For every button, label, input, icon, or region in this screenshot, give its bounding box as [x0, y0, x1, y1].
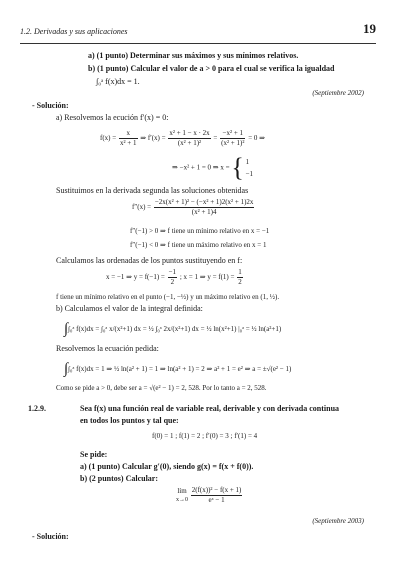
eq1-frac-3: $\frac{\text{−x² + 1}}{\text{(x² + 1)²}}$: [221, 129, 245, 147]
problem-conditions: f(0) = 1 ; f(1) = 2 ; f′(0) = 3 ; f′(1) = 4: [152, 432, 258, 440]
integral-computation: ∫∫₀ᵃ f(x)dx = ∫₀ᵃ x/(x²+1) dx = ½ ∫₀ᵃ 2x/(x²+1) dx = ½ ln(x²+1) |₀ᵃ = ½ ln(a²+1): [64, 321, 282, 337]
eq1-mid: ⇒ f′(x) =: [140, 134, 166, 143]
solution-2-label: - Solución:: [32, 532, 69, 541]
running-head: 1.2. Derivadas y sus aplicaciones: [20, 27, 128, 36]
problem-statement-1: Sea f(x) una función real de variable real, derivable y con derivada continua: [80, 404, 340, 413]
eq1-lhs: f(x) =: [100, 134, 117, 143]
final-answer: Como se pide a > 0, debe ser a = √(e² − 1) = 2, 528. Por lo tanto a = 2, 528.: [56, 384, 267, 392]
problem-date: (Septiembre 2003): [312, 517, 364, 525]
page-number: 19: [363, 21, 376, 36]
derivative-equation: [100, 129, 265, 148]
problem-part-b: b) (2 puntos) Calcular:: [80, 474, 159, 483]
integral-sign-icon: ∫: [64, 321, 69, 337]
cases-brace: {: [231, 153, 244, 182]
part-a-intro: a) Resolvemos la ecución f′(x) = 0:: [56, 113, 169, 122]
eq1-tail: = 0 ⇒: [248, 134, 266, 143]
eq1-frac-1: $\frac{x}{\text{x² + 1}}$: [119, 129, 137, 147]
limit-expression: lím x→0 $\frac{\text{2(f(x))² − f(x + 1)}}{\text{eˣ − 1}}$: [176, 486, 242, 504]
minimum-line: f″(−1) > 0 ⇒ f tiene un mínimo relativo en x = −1: [130, 227, 270, 235]
prev-date: (Septiembre 2002): [312, 89, 364, 97]
part-b-intro: b) Calculamos el valor de la integral definida:: [56, 304, 203, 313]
cases: 1 −1: [245, 158, 254, 178]
substitution-text: Sustituimos en la derivada segunda las soluciones obtenidas: [56, 186, 249, 195]
prev-part-a: a) (1 punto) Determinar sus máximos y sus mínimos relativos.: [88, 51, 299, 60]
problem-part-a: a) (1 punto) Calcular g′(0), siendo g(x) = f(x + f(0)).: [80, 462, 254, 471]
second-derivative: f″(x) = $\frac{\text{−2x(x² + 1)² − (−x² + 1)2(x² + 1)2x}}{\text{(x² + 1)4}}$: [132, 198, 254, 216]
header-rule: [20, 43, 376, 44]
problem-statement-2: en todos los puntos y tal que:: [80, 416, 179, 425]
maximum-line: f″(−1) < 0 ⇒ f tiene un máximo relativo en x = 1: [130, 241, 267, 249]
eq1-frac-2: $\frac{\text{x² + 1 − x · 2x}}{\text{(x² + 1)²}}$: [169, 129, 210, 147]
extrema-text: f tiene un mínimo relativo en el punto (−1, −½) y un máximo relativo en (1, ½).: [56, 293, 280, 301]
ordinates-text: Calculamos las ordenadas de los puntos sustituyendo en f:: [56, 256, 243, 265]
resolve-text: Resolvemos la ecuación pedida:: [56, 344, 159, 353]
resolve-equation: ∫∫₀ᵃ f(x)dx = 1 ⇒ ½ ln(a² + 1) = 1 ⇒ ln(a² + 1) = 2 ⇒ a² + 1 = e² ⇒ a = ±√(e² − 1): [64, 361, 292, 377]
ordinates-equation: x = −1 ⇒ y = f(−1) = $\frac{-1}{2}$ ; x = 1 ⇒ y = f(1) = $\frac{1}{2}$: [106, 268, 242, 286]
prev-part-b-line2: ∫₀ᵃ f(x)dx = 1.: [96, 77, 140, 86]
eq1-eq: =: [213, 134, 218, 143]
integral-sign-icon-2: ∫: [64, 361, 69, 377]
solution-label: - Solución:: [32, 101, 69, 110]
eq2-lhs: ⇒ −x² + 1 = 0 ⇒ x =: [172, 163, 230, 172]
problem-number: 1.2.9.: [28, 404, 46, 413]
problem-asks: Se pide:: [80, 450, 108, 459]
prev-part-b-line1: b) (1 punto) Calcular el valor de a > 0 para el cual se verifica la igualdad: [88, 64, 335, 73]
roots-equation: [172, 155, 253, 181]
